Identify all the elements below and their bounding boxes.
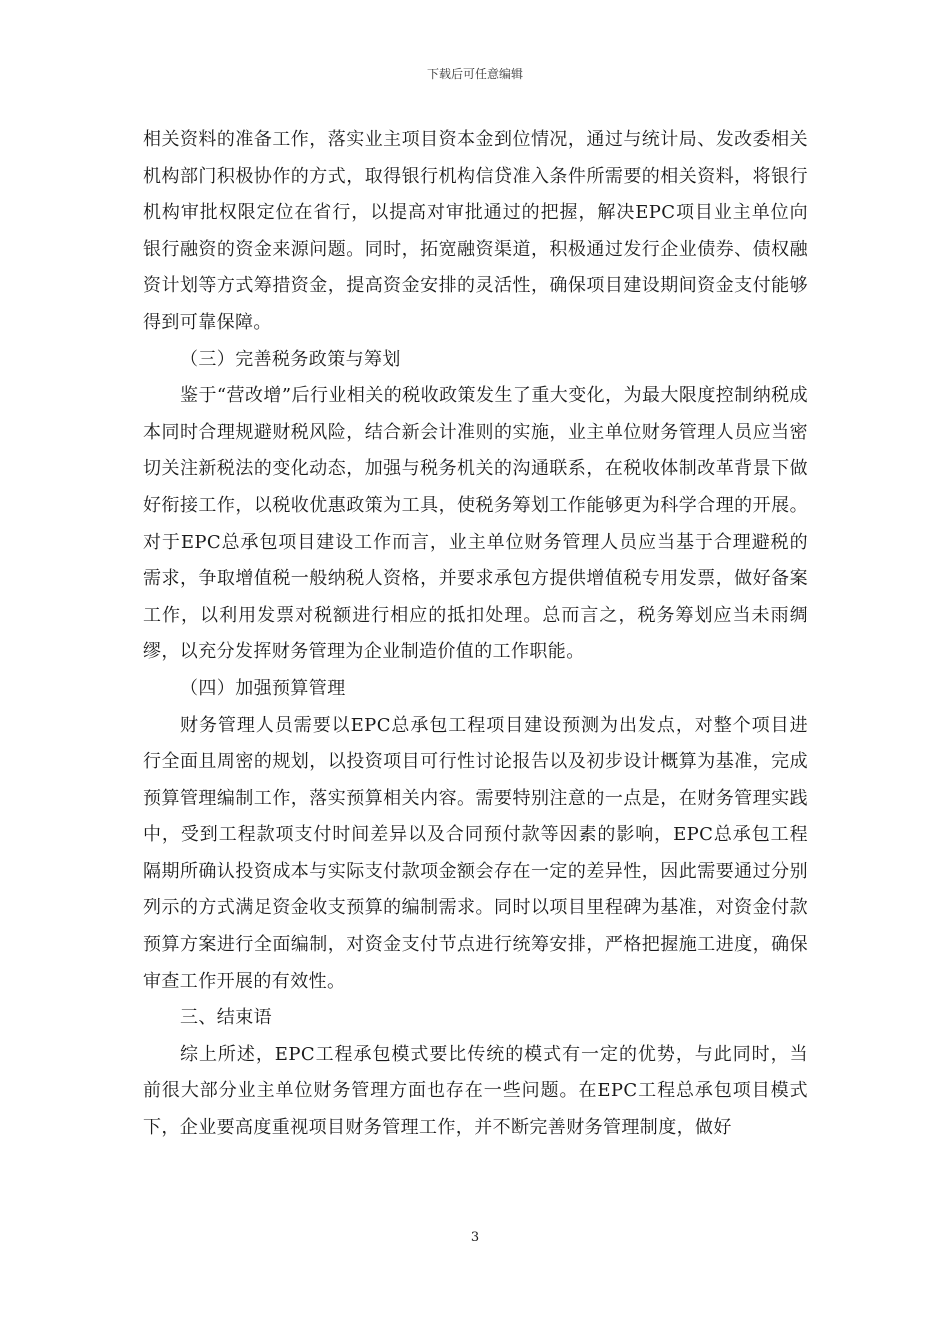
section-heading-budget: （四）加强预算管理 — [180, 677, 346, 699]
paragraph-budget: 财务管理人员需要以EPC总承包工程项目建设预测为出发点，对整个项目进行全面且周密的规划，以投资项目可行性讨论报告以及初步设计概算为基准，完成预算管理编制工作，落实预算相关内容。需要特别注意的一点是，在财务管理实践中，受到工程款项支付时间差异以及合同预付款等因素的影响，EPC总承包工程隔期所确认投资成本与实际支付款项金额会存在一定的差异性，因此需要通过分别列示的方式满足资金收支预算的编制需求。同时以项目里程碑为基准，对资金付款预算方案进行全面编制，对资金支付节点进行统筹安排，严格把握施工进度，确保审查工作开展的有效性。 — [143, 714, 808, 992]
page-number: 3 — [470, 1230, 480, 1245]
paragraph-tax: 鉴于“营改增”后行业相关的税收政策发生了重大变化，为最大限度控制纳税成本同时合理规避财税风险，结合新会计准则的实施，业主单位财务管理人员应当密切关注新税法的变化动态，加强与税务机关的沟通联系，在税收体制改革背景下做好衔接工作，以税收优惠政策为工具，使税务筹划工作能够更为科学合理的开展。对于EPC总承包项目建设工作而言，业主单位财务管理人员应当基于合理避税的需求，争取增值税一般纳税人资格，并要求承包方提供增值税专用发票，做好备案工作，以利用发票对税额进行相应的抵扣处理。总而言之，税务筹划应当未雨绸缪，以充分发挥财务管理为企业制造价值的工作职能。 — [143, 385, 808, 663]
page-header: 下载后可任意编辑 — [426, 67, 523, 81]
document-body — [143, 122, 808, 1147]
paragraph-financing: 相关资料的准备工作，落实业主项目资本金到位情况，通过与统计局、发改委相关机构部门积极协作的方式，取得银行机构信贷准入条件所需要的相关资料，将银行机构审批权限定位在省行，以提高对审批通过的把握，解决EPC项目业主单位向银行融资的资金来源问题。同时，拓宽融资渠道，积极通过发行企业债券、债权融资计划等方式筹措资金，提高资金安排的灵活性，确保项目建设期间资金支付能够得到可靠保障。 — [143, 129, 808, 333]
section-heading-tax: （三）完善税务政策与筹划 — [180, 348, 401, 370]
section-heading-conclusion: 三、结束语 — [180, 1007, 272, 1029]
paragraph-conclusion: 综上所述，EPC工程承包模式要比传统的模式有一定的优势，与此同时，当前很大部分业主单位财务管理方面也存在一些问题。在EPC工程总承包项目模式下，企业要高度重视项目财务管理工作，并不断完善财务管理制度，做好 — [143, 1043, 808, 1139]
